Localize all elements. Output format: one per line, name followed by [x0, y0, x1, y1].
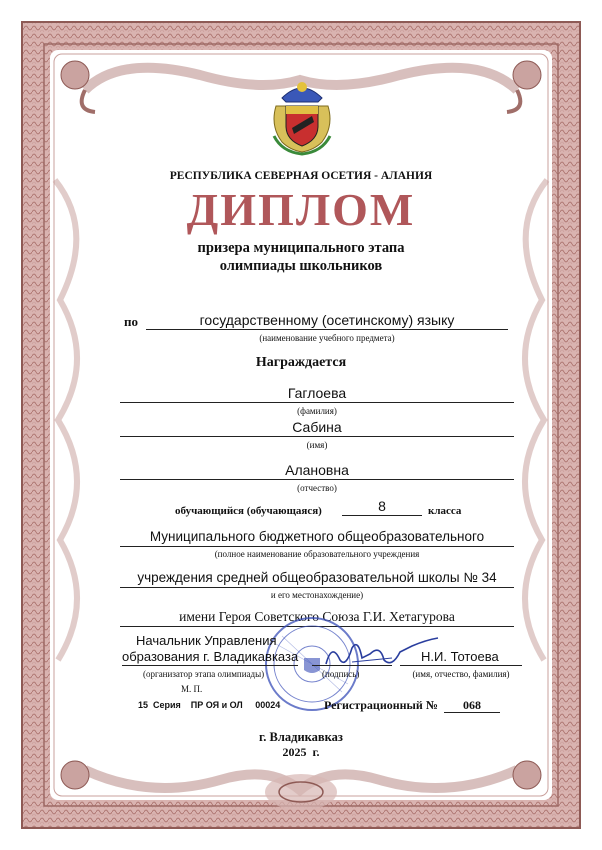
seal-place-mark: М. П.: [181, 684, 203, 694]
grade-value: 8: [378, 498, 386, 514]
subject-prefix: по: [124, 314, 138, 329]
registration-label: Регистрационный №: [324, 698, 438, 712]
year: 2025 г.: [282, 745, 320, 759]
official-role-line-1: Начальник Управления: [136, 633, 277, 648]
institution-line-2: учреждения средней общеобразовательной школы № 34: [137, 570, 497, 585]
registration-number: 068: [463, 698, 481, 712]
subject-caption: (наименование учебного предмета): [259, 333, 395, 343]
name-value: Сабина: [292, 419, 342, 435]
grade-prefix: обучающийся (обучающаяся): [175, 505, 322, 517]
grade-suffix: класса: [428, 505, 462, 517]
institution-caption-1: (полное наименование образовательного учреждения: [214, 549, 420, 559]
official-role-line-2: образования г. Владикавказа: [122, 649, 299, 664]
subject-value: государственному (осетинскому) языку: [199, 312, 455, 328]
serial-number: 15 Серия ПР ОЯ и ОЛ 00024: [138, 700, 281, 710]
award-heading: Награждается: [255, 355, 347, 370]
institution-line-3: имени Героя Советского Союза Г.И. Хетагурова: [179, 609, 455, 624]
name-caption: (имя): [306, 440, 328, 450]
patronymic-value: Алановна: [285, 462, 349, 478]
signer-caption: (имя, отчество, фамилия): [412, 669, 510, 679]
signer-name: Н.И. Тотоева: [421, 649, 499, 664]
subtitle-line-1: призера муниципального этапа: [197, 240, 405, 256]
institution-caption-2: и его местонахождение): [270, 590, 364, 600]
city: г. Владикавказ: [259, 730, 343, 744]
signature-caption: (подпись): [322, 669, 360, 679]
subtitle-line-2: олимпиады школьников: [219, 258, 383, 274]
republic-heading: РЕСПУБЛИКА СЕВЕРНАЯ ОСЕТИЯ - АЛАНИЯ: [169, 170, 433, 182]
institution-line-1: Муниципального бюджетного общеобразовательного: [149, 529, 485, 544]
surname-caption: (фамилия): [297, 406, 337, 416]
document-title: ДИПЛОМ: [186, 184, 416, 235]
organizer-caption: (организатор этапа олимпиады): [143, 669, 265, 679]
patronymic-caption: (отчество): [297, 483, 337, 493]
surname-value: Гаглоева: [287, 385, 347, 401]
coat-of-arms-emblem: [272, 76, 332, 156]
